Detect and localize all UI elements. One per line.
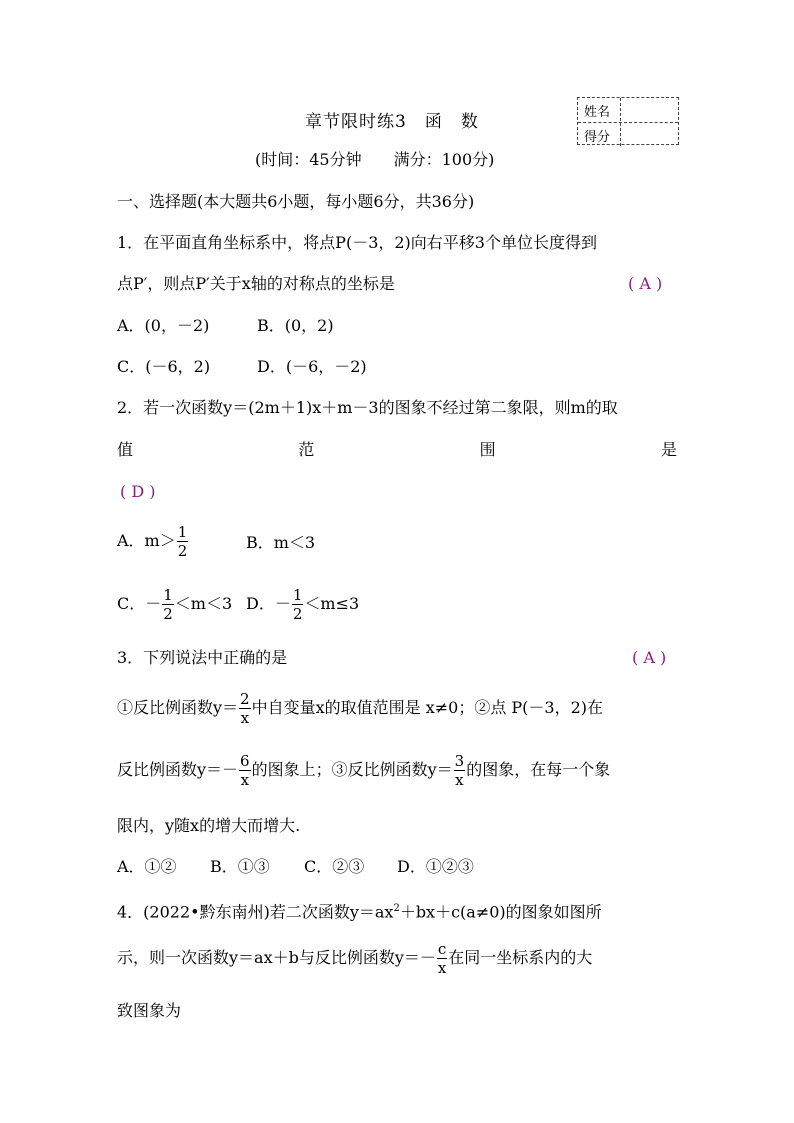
q4-exponent: 2 — [393, 903, 400, 914]
fraction-denominator: x — [240, 771, 250, 789]
q1-line2: 点P′，则点P′关于x轴的对称点的坐标是 — [117, 274, 395, 293]
score-row — [578, 122, 678, 147]
q3-fraction-3-over-x — [454, 752, 466, 789]
q2-option-d-fraction — [292, 586, 304, 623]
q2-option-c-text-end: ＜m＜3 — [174, 594, 233, 613]
q2-word-3: 围 — [479, 440, 496, 459]
q3-fraction-6-over-x — [239, 752, 251, 789]
fraction-numerator: 1 — [177, 523, 188, 541]
q1-option-b: B．(0，2) — [257, 316, 334, 335]
q4-text: 示，则一次函数y＝ax＋b与反比例函数y＝－ — [117, 948, 436, 967]
q3-option-c: C．②③ — [304, 857, 365, 876]
q3-answer: ( A ) — [632, 648, 667, 667]
q2-option-c-text: C．－ — [117, 594, 162, 613]
section-heading: 一、选择题(本大题共6小题，每小题6分，共36分) — [117, 192, 475, 211]
q1-option-a: A．(0，－2) — [117, 316, 210, 335]
q1-answer: ( A ) — [628, 274, 663, 293]
q2-option-b: B．m＜3 — [246, 533, 316, 552]
q4-line3: 致图象为 — [117, 1001, 182, 1020]
q3-text: ①反比例函数y＝ — [117, 698, 239, 717]
fraction-numerator: 1 — [292, 586, 303, 604]
fraction-denominator: x — [240, 709, 250, 727]
q3-fraction-2-over-x — [239, 690, 251, 727]
q2-option-d — [246, 586, 359, 623]
q4-line2 — [117, 940, 592, 977]
fraction-numerator: 3 — [454, 752, 465, 770]
q3-text: 中自变量x的取值范围是 x≠0；②点 P(－3，2)在 — [251, 698, 604, 717]
q2-word-1: 值 — [117, 440, 134, 459]
q3-option-b: B．①③ — [210, 857, 270, 876]
box-divider — [620, 98, 621, 146]
q3-statement-line2 — [117, 752, 610, 789]
q2-option-d-text: D．－ — [246, 594, 291, 613]
q3-text: 反比例函数y＝－ — [117, 760, 239, 779]
q4-text: 4．(2022•黔东南州)若二次函数y＝ax — [117, 902, 394, 922]
fraction-numerator: 2 — [240, 690, 250, 708]
fraction-numerator: 1 — [163, 586, 173, 604]
q2-option-a-text: A．m＞ — [117, 531, 176, 550]
fraction-numerator: c — [437, 940, 447, 958]
q2-option-c-fraction — [162, 586, 174, 623]
q2-option-a — [117, 523, 189, 560]
q3-option-a: A．①② — [117, 857, 177, 876]
q3-line1: 3．下列说法中正确的是 — [117, 648, 288, 667]
q3-text: 的图象上；③反比例函数y＝ — [251, 760, 453, 779]
fraction-denominator: x — [437, 959, 447, 977]
q2-line1: 2．若一次函数y＝(2m＋1)x＋m－3的图象不经过第二象限，则m的取 — [117, 398, 618, 417]
q2-word-4: 是 — [660, 440, 677, 459]
q4-text: 在同一坐标系内的大 — [448, 948, 593, 967]
q1-option-d: D．(－6，－2) — [257, 357, 367, 376]
fraction-denominator: 2 — [292, 605, 303, 623]
fraction-numerator: 6 — [240, 752, 250, 770]
q3-statement-line1 — [117, 690, 603, 727]
q2-option-d-text-end: ＜m≤3 — [304, 594, 360, 613]
q3-line4: 限内，y随x的增大而增大. — [117, 816, 301, 835]
fraction-denominator: 2 — [177, 542, 188, 560]
q4-text: ＋bx＋c(a≠0)的图象如图所 — [399, 902, 602, 922]
name-row — [578, 98, 678, 122]
q2-word-2: 范 — [298, 440, 315, 459]
q1-option-c: C．(－6，2) — [117, 357, 211, 376]
q4-line1 — [117, 899, 602, 922]
q2-answer: ( D ) — [120, 482, 156, 501]
name-label: 姓名 — [584, 105, 611, 120]
q2-option-c — [117, 586, 232, 623]
q4-fraction-c-over-x — [437, 940, 447, 977]
fraction-denominator: 2 — [163, 605, 173, 623]
q2-line2 — [117, 440, 677, 460]
q2-option-a-fraction — [177, 523, 189, 560]
fraction-denominator: x — [455, 771, 464, 789]
q3-text: 的图象，在每一个象 — [466, 760, 611, 779]
q1-line1: 1．在平面直角坐标系中，将点P(－3，2)向右平移3个单位长度得到 — [117, 233, 597, 252]
q3-option-d: D．①②③ — [397, 857, 474, 876]
exam-info: (时间：45分钟 满分：100分) — [255, 150, 495, 169]
score-label: 得分 — [584, 130, 611, 145]
name-score-box — [577, 97, 679, 145]
page-title: 章节限时练3 函 数 — [305, 112, 479, 132]
